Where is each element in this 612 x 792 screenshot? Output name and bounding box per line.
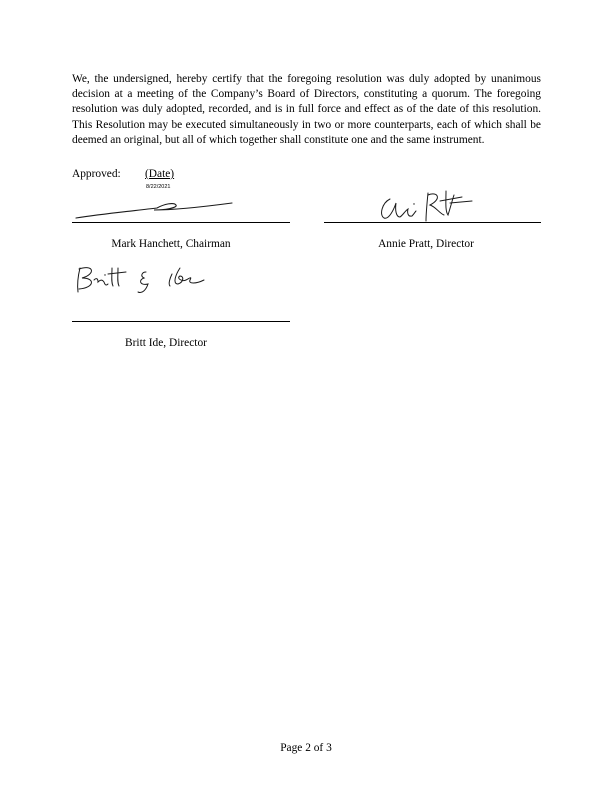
signature-britt-ide — [72, 262, 212, 296]
date-label: (Date) — [145, 168, 175, 180]
date-value: 8/22/2021 — [146, 184, 171, 190]
signature-mark-hanchett — [72, 196, 242, 224]
signature-annie-pratt — [376, 185, 476, 225]
signature-line-mark-hanchett — [72, 222, 290, 223]
approved-label: Approved: — [72, 168, 121, 180]
signature-line-annie-pratt — [324, 222, 541, 223]
signatory-name-britt-ide: Britt Ide, Director — [125, 337, 207, 349]
signatory-name-annie-pratt: Annie Pratt, Director — [378, 238, 474, 250]
certification-paragraph: We, the undersigned, hereby certify that the foregoing resolution was duly adopted by unanimous decision at a meeting of the Company’s Board of Directors, constituting a quorum. The foregoing resolution was duly adopted, recorded, and is in full force and effect as of the date of this resolution. This Resolution may be executed simultaneously in two or more counterparts, each of which shall be deemed an original, but all of which together shall constitute one and the same instrument. — [72, 73, 541, 146]
signature-line-britt-ide — [72, 321, 290, 322]
signatory-name-mark-hanchett: Mark Hanchett, Chairman — [111, 238, 231, 250]
page-number: Page 2 of 3 — [280, 742, 332, 754]
